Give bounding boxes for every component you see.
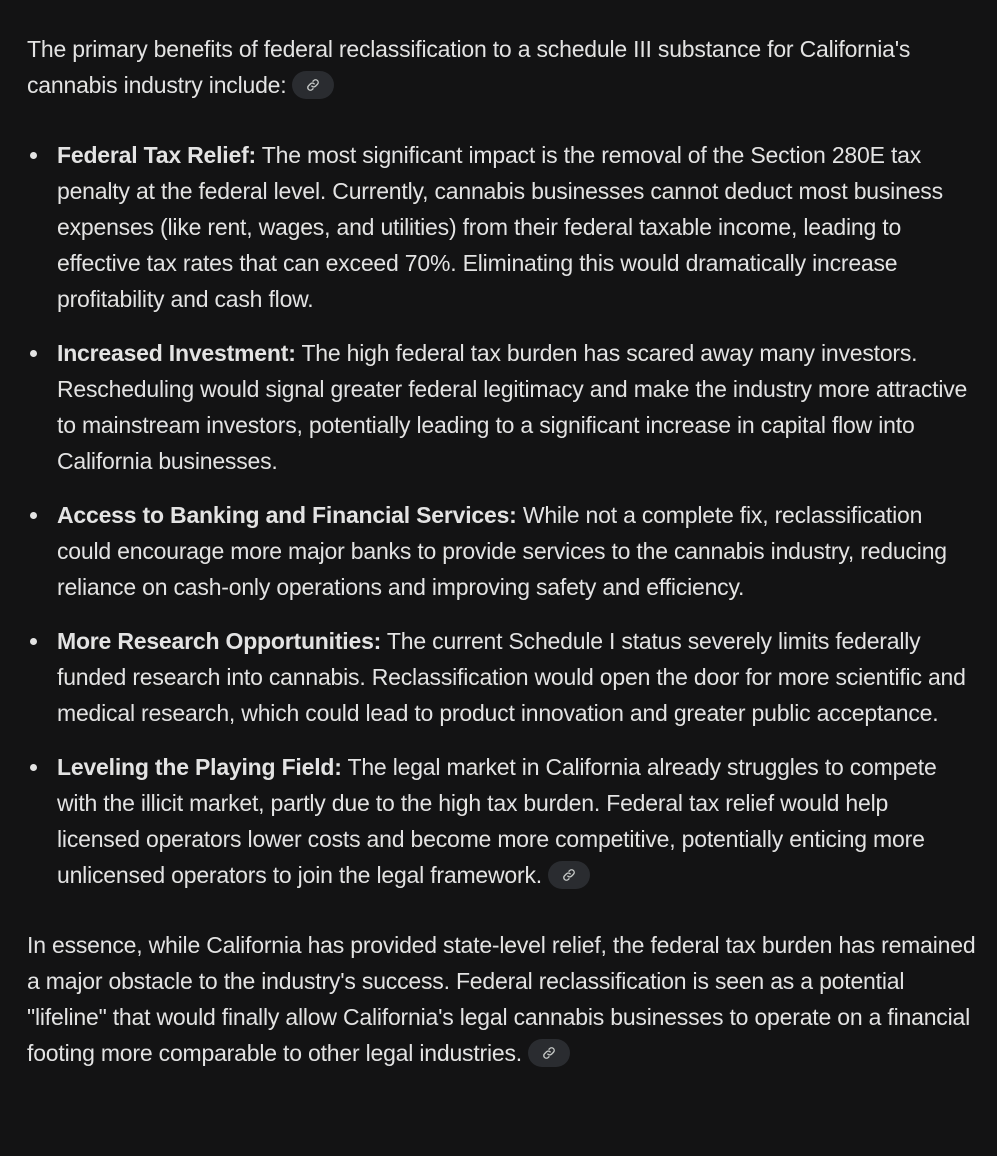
response-container [27, 31, 977, 1071]
citation-chip[interactable] [528, 1039, 570, 1067]
intro-paragraph [27, 31, 977, 103]
list-item [27, 137, 977, 317]
citation-chip[interactable] [292, 71, 334, 99]
list-item-title: More Research Opportunities: [57, 628, 382, 654]
link-icon [542, 1046, 556, 1060]
link-icon [562, 868, 576, 882]
citation-chip[interactable] [548, 861, 590, 889]
list-item-body: While not a complete fix, reclassification could encourage more major banks to provide services to the cannabis industry, reducing reliance on cash-only operations and improving safety and efficiency. [57, 502, 947, 600]
list-item [27, 497, 977, 605]
list-item-body: The high federal tax burden has scared away many investors. Rescheduling would signal greater federal legitimacy and make the industry more attractive to mainstream investors, potentially leading to a significant increase in capital flow into California businesses. [57, 340, 968, 474]
link-icon [306, 78, 320, 92]
closing-paragraph [27, 927, 977, 1071]
benefits-list [27, 137, 977, 893]
list-item [27, 623, 977, 731]
closing-text: In essence, while California has provided state-level relief, the federal tax burden has remained a major obstacle to the industry's success. Federal reclassification is seen as a potential "lifeline" that would finally allow California's legal cannabis businesses to operate on a financial footing more comparable to other legal industries. [27, 932, 976, 1066]
list-item-body: The most significant impact is the removal of the Section 280E tax penalty at the federal level. Currently, cannabis businesses cannot deduct most business expenses (like rent, wages, and utilities) from their federal taxable income, leading to effective tax rates that can exceed 70%. Eliminating this would dramatically increase profitability and cash flow. [57, 142, 943, 312]
list-item-title: Federal Tax Relief: [57, 142, 257, 168]
list-item-title: Leveling the Playing Field: [57, 754, 342, 780]
list-item-body: The legal market in California already struggles to compete with the illicit market, partly due to the high tax burden. Federal tax relief would help licensed operators lower costs and become more competitive, potentially enticing more unlicensed operators to join the legal framework. [57, 754, 937, 888]
intro-text: The primary benefits of federal reclassification to a schedule III substance for California's cannabis industry include: [27, 36, 911, 98]
list-item [27, 749, 977, 893]
list-item-body: The current Schedule I status severely limits federally funded research into cannabis. Reclassification would open the door for more scientific and medical research, which could lead to product innovation and greater public acceptance. [57, 628, 966, 726]
list-item [27, 335, 977, 479]
list-item-title: Increased Investment: [57, 340, 296, 366]
list-item-title: Access to Banking and Financial Services: [57, 502, 517, 528]
